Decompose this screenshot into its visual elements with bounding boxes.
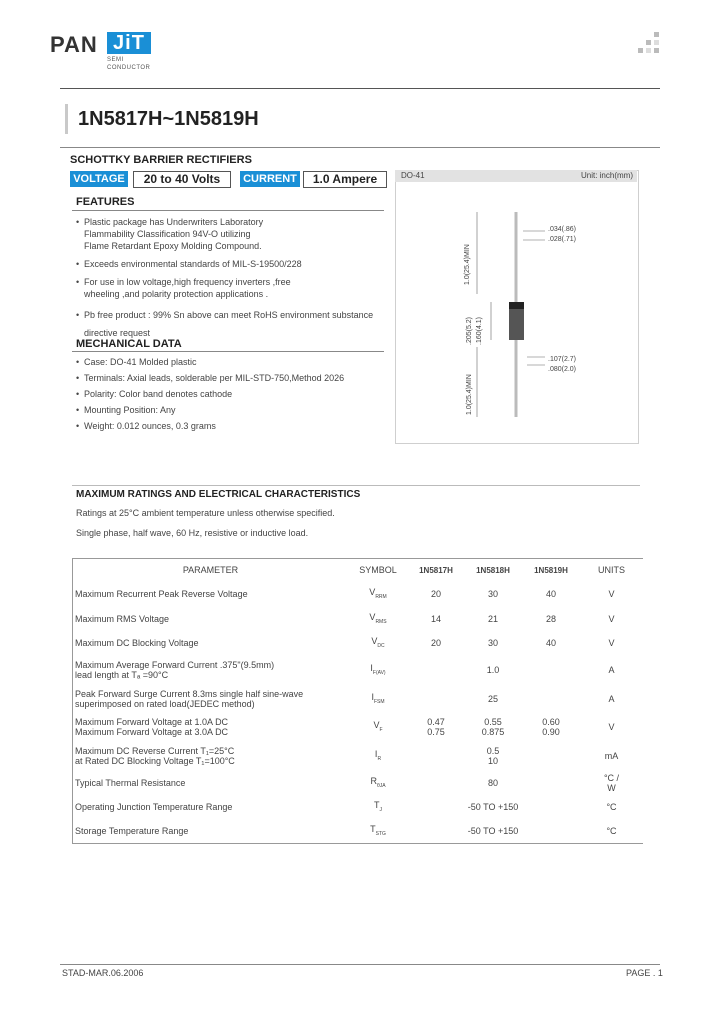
ratings-note-1: Ratings at 25°C ambient temperature unless otherwise specified. [76, 508, 335, 518]
mechanical-rule [72, 351, 384, 352]
symbol-letter: T [370, 823, 376, 834]
cell-symbol [348, 631, 408, 655]
cell-symbol [348, 771, 408, 795]
cell-value-1n5819h [522, 795, 580, 819]
cell-parameter: Storage Temperature Range [75, 826, 189, 836]
current-label: CURRENT [240, 171, 300, 187]
cell-value-1n5819h [522, 685, 580, 713]
cell-unit: °C [606, 802, 617, 812]
cell-value-1n5819h: 40 [545, 638, 556, 648]
cell-value-1n5817h [408, 741, 464, 771]
cell-symbol [348, 685, 408, 713]
cell-value-1n5818h: 1.0 [486, 665, 500, 675]
list-item: • Exceeds environmental standards of MIL-S-19500/228 [76, 258, 386, 270]
symbol-subscript: F(AV) [372, 669, 386, 676]
title-accent-bar [65, 104, 68, 134]
dim-lead-len-top: 1.0(25.4)MIN [464, 244, 471, 285]
cell-unit: V [608, 589, 615, 599]
footer-page: PAGE . 1 [626, 968, 663, 978]
cell-value-1n5817h: 14 [430, 614, 441, 624]
cell-value-1n5819h [522, 655, 580, 685]
cell-value-1n5818h: 30 [487, 589, 498, 599]
symbol-letter: T [374, 799, 380, 810]
cell-unit: V [608, 614, 615, 624]
symbol-subscript: FSM [373, 698, 385, 705]
cell-value-1n5817h [408, 655, 464, 685]
cell-value-1n5818h: 0.55 0.875 [481, 717, 505, 737]
footer-date: STAD-MAR.06.2006 [62, 968, 144, 978]
symbol-subscript: DC [377, 642, 385, 649]
cell-parameter: Maximum Forward Voltage at 1.0A DC Maximum Forward Voltage at 3.0A DC [75, 717, 229, 737]
symbol-subscript: F [379, 726, 383, 733]
logo-jit-badge: JiT [107, 32, 151, 54]
cell-value-1n5818h: 21 [487, 614, 498, 624]
features-list [76, 216, 386, 348]
list-item: • Terminals: Axial leads, solderable per MIL-STD-750,Method 2026 [76, 372, 386, 384]
symbol-subscript: RMS [375, 618, 387, 625]
package-name: DO-41 [401, 171, 425, 180]
dim-body-len: .205(5.2) [466, 316, 473, 345]
cell-value-1n5818h: -50 TO +150 [467, 826, 519, 836]
cell-unit: °C / W [603, 773, 620, 793]
cell-value-1n5819h [522, 819, 580, 843]
cell-parameter: Typical Thermal Resistance [75, 778, 186, 788]
list-item: • Case: DO-41 Molded plastic [76, 356, 386, 368]
symbol-letter: V [369, 611, 376, 622]
cell-value-1n5819h [522, 771, 580, 795]
package-header [395, 170, 637, 182]
cell-parameter: Maximum Average Forward Current .375"(9.5mm) lead length at Tₐ =90°C [75, 660, 275, 680]
cell-unit: V [608, 638, 615, 648]
cell-parameter: Maximum Recurrent Peak Reverse Voltage [75, 589, 248, 599]
table-row [73, 713, 643, 741]
symbol-subscript: θJA [376, 782, 386, 789]
cell-value-1n5817h [408, 819, 464, 843]
cell-value-1n5818h: 80 [487, 778, 498, 788]
mechanical-list [76, 356, 386, 436]
symbol-subscript: STG [375, 830, 386, 837]
logo-pan-text: PAN [50, 32, 98, 57]
cell-symbol [348, 655, 408, 685]
subtitle: SCHOTTKY BARRIER RECTIFIERS [70, 154, 252, 166]
list-item: • Pb free product : 99% Sn above can meet RoHS environment substance directive request [76, 306, 386, 342]
logo-sub-semi: SEMI [107, 57, 124, 63]
cell-value-1n5819h [522, 741, 580, 771]
list-item: • For use in low voltage,high frequency inverters ,free wheeling ,and polarity protection applications . [76, 276, 386, 300]
cell-symbol [348, 741, 408, 771]
header-rule [60, 88, 660, 89]
dim-body-dia1: .107(2.7) [548, 356, 577, 363]
cell-value-1n5817h [408, 795, 464, 819]
symbol-letter: R [370, 775, 377, 786]
ratings-top-rule [72, 485, 640, 486]
title-rule [60, 147, 660, 148]
cell-parameter: Maximum DC Blocking Voltage [75, 638, 199, 648]
features-heading: FEATURES [76, 196, 135, 208]
cell-unit: A [608, 665, 615, 675]
cell-value-1n5818h: 0.5 10 [486, 746, 500, 766]
table-row [73, 581, 643, 607]
symbol-letter: V [371, 635, 378, 646]
cell-value-1n5817h [408, 771, 464, 795]
symbol-subscript: R [377, 755, 382, 762]
list-item: • Mounting Position: Any [76, 404, 386, 416]
table-row [73, 607, 643, 631]
table-row [73, 631, 643, 655]
list-item: • Weight: 0.012 ounces, 0.3 grams [76, 420, 386, 432]
cell-value-1n5817h: 20 [430, 638, 441, 648]
cathode-band [509, 302, 524, 309]
cell-value-1n5819h: 0.60 0.90 [542, 717, 560, 737]
cell-parameter: Maximum DC Reverse Current T₁=25°C at Rated DC Blocking Voltage T₁=100°C [75, 746, 235, 766]
table-row [73, 685, 643, 713]
cell-symbol [348, 819, 408, 843]
cell-value-1n5817h: 20 [430, 589, 441, 599]
cell-value-1n5819h: 40 [545, 589, 556, 599]
voltage-label: VOLTAGE [70, 171, 128, 187]
symbol-letter: I [374, 748, 378, 759]
header-symbol: SYMBOL [359, 565, 397, 575]
header-units: UNITS [598, 565, 625, 575]
package-unit: Unit: inch(mm) [580, 171, 633, 180]
dim-lead-dia2: .028(.71) [548, 236, 577, 243]
voltage-value: 20 to 40 Volts [133, 171, 231, 188]
features-rule [72, 210, 384, 211]
diode-package-diagram [395, 182, 637, 442]
dim-body-dia2: .080(2.0) [548, 366, 577, 373]
ratings-heading: MAXIMUM RATINGS AND ELECTRICAL CHARACTERISTICS [76, 489, 361, 500]
cell-unit: V [608, 722, 615, 732]
symbol-letter: V [369, 586, 376, 597]
ratings-table [73, 559, 643, 843]
cell-symbol [348, 795, 408, 819]
cell-value-1n5819h: 28 [545, 614, 556, 624]
header-1n5819h: 1N5819H [534, 565, 568, 575]
dim-body-len2: .160(4.1) [476, 316, 483, 345]
cell-value-1n5817h [408, 685, 464, 713]
dim-lead-len-bot: 1.0(25.4)MIN [466, 374, 473, 415]
ratings-table-frame [72, 558, 643, 844]
table-row [73, 795, 643, 819]
table-row [73, 655, 643, 685]
cell-value-1n5818h: 25 [487, 694, 498, 704]
cell-parameter: Maximum RMS Voltage [75, 614, 170, 624]
symbol-subscript: RRM [375, 593, 387, 600]
table-row [73, 771, 643, 795]
logo-sub-conductor: CONDUCTOR [107, 65, 151, 71]
cell-value-1n5818h: -50 TO +150 [467, 802, 519, 812]
table-row [73, 819, 643, 843]
cell-value-1n5818h: 30 [487, 638, 498, 648]
page-title: 1N5817H~1N5819H [78, 108, 259, 130]
symbol-letter: I [370, 662, 373, 673]
decorative-dots-icon [638, 32, 664, 58]
cell-unit: A [608, 694, 615, 704]
header-1n5818h: 1N5818H [476, 565, 510, 575]
symbol-letter: V [373, 719, 380, 730]
dim-lead-dia1: .034(.86) [548, 226, 577, 233]
list-item: • Plastic package has Underwriters Laboratory Flammability Classification 94V-O utilizing Flame Retardant Epoxy Molding Compound. [76, 216, 386, 252]
table-row [73, 741, 643, 771]
list-item: • Polarity: Color band denotes cathode [76, 388, 386, 400]
symbol-subscript: J [379, 806, 382, 813]
cell-symbol [348, 607, 408, 631]
current-value: 1.0 Ampere [303, 171, 387, 188]
mechanical-heading: MECHANICAL DATA [76, 338, 182, 350]
header-parameter: PARAMETER [182, 565, 239, 575]
cell-unit: °C [606, 826, 617, 836]
cell-symbol [348, 713, 408, 741]
footer-rule [60, 964, 660, 965]
cell-value-1n5817h: 0.47 0.75 [427, 717, 445, 737]
cell-symbol [348, 581, 408, 607]
header-1n5817h: 1N5817H [419, 565, 453, 575]
cell-parameter: Peak Forward Surge Current 8.3ms single half sine-wave superimposed on rated load(JEDEC method) [75, 689, 304, 709]
symbol-letter: I [371, 691, 374, 702]
table-header-row [73, 559, 643, 581]
cell-parameter: Operating Junction Temperature Range [75, 802, 233, 812]
ratings-note-2: Single phase, half wave, 60 Hz, resistive or inductive load. [76, 528, 309, 538]
cell-unit: mA [604, 751, 619, 761]
